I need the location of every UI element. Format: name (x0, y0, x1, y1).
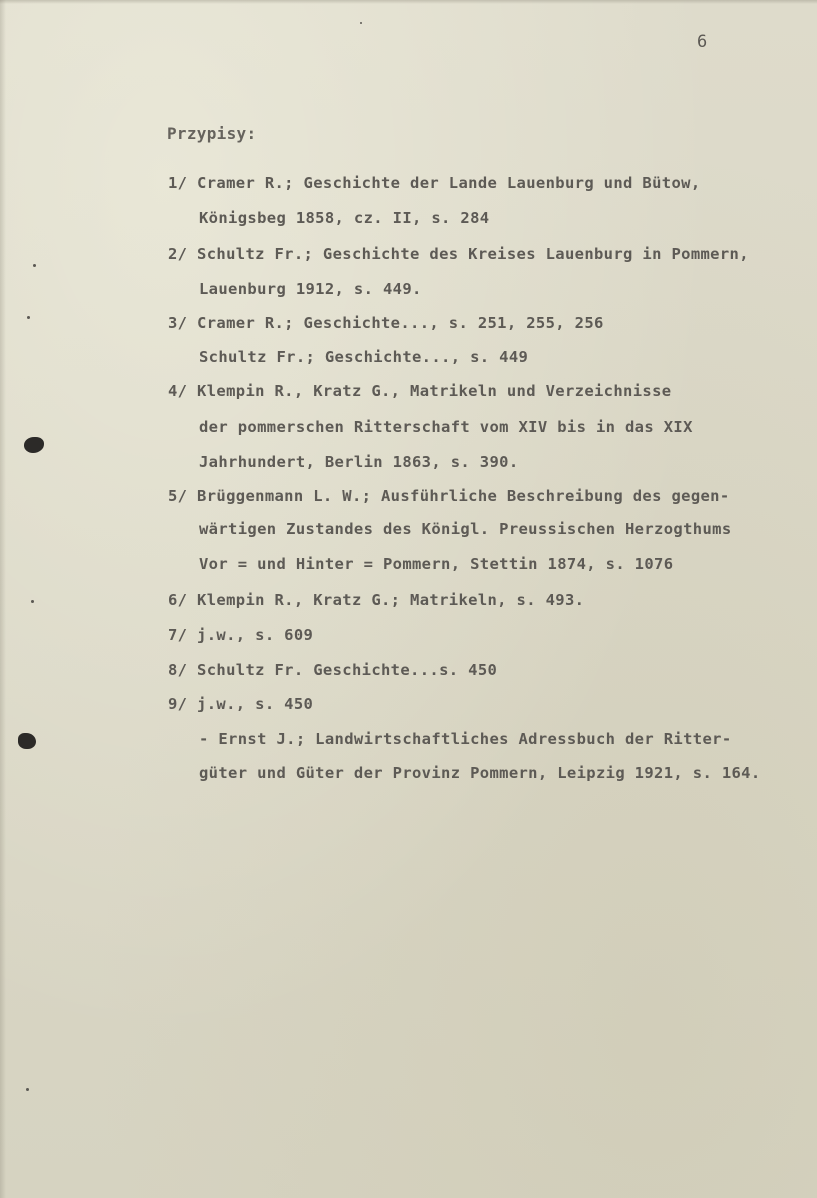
page-number: 6 (697, 32, 708, 52)
footnote-line: Königsbeg 1858, cz. II, s. 284 (199, 209, 490, 227)
footnote-line: güter und Güter der Provinz Pommern, Leipzig 1921, s. 164. (199, 764, 761, 782)
footnotes-heading: Przypisy: (167, 124, 257, 143)
paper-speck (360, 22, 362, 24)
footnote-line: 5/ Brüggenmann L. W.; Ausführliche Beschreibung des gegen- (168, 487, 730, 505)
footnote-line: Schultz Fr.; Geschichte..., s. 449 (199, 348, 529, 366)
paper-speck (27, 316, 30, 319)
footnote-line: 8/ Schultz Fr. Geschichte...s. 450 (168, 661, 498, 679)
footnote-line: 7/ j.w., s. 609 (168, 626, 314, 644)
footnote-line: 3/ Cramer R.; Geschichte..., s. 251, 255, 256 (168, 314, 604, 332)
paper-speck (26, 1088, 29, 1091)
paper-speck (31, 600, 34, 603)
footnote-line: - Ernst J.; Landwirtschaftliches Adressbuch der Ritter- (199, 730, 732, 748)
footnote-line: 9/ j.w., s. 450 (168, 695, 314, 713)
paper-edge-left (0, 0, 6, 1198)
footnote-line: Vor = und Hinter = Pommern, Stettin 1874, s. 1076 (199, 555, 674, 573)
footnote-line: 1/ Cramer R.; Geschichte der Lande Lauenburg und Bütow, (168, 174, 701, 192)
footnote-line: der pommerschen Ritterschaft vom XIV bis in das XIX (199, 418, 693, 436)
footnote-line: 6/ Klempin R., Kratz G.; Matrikeln, s. 493. (168, 591, 585, 609)
ink-blot (18, 733, 36, 749)
paper-speck (33, 264, 36, 267)
ink-blot (24, 437, 44, 453)
footnote-line: 4/ Klempin R., Kratz G., Matrikeln und Verzeichnisse (168, 382, 672, 400)
footnote-line: 2/ Schultz Fr.; Geschichte des Kreises Lauenburg in Pommern, (168, 245, 749, 263)
footnote-line: Jahrhundert, Berlin 1863, s. 390. (199, 453, 519, 471)
footnote-line: Lauenburg 1912, s. 449. (199, 280, 422, 298)
footnote-line: wärtigen Zustandes des Königl. Preussischen Herzogthums (199, 520, 732, 538)
paper-edge-top (0, 0, 817, 4)
